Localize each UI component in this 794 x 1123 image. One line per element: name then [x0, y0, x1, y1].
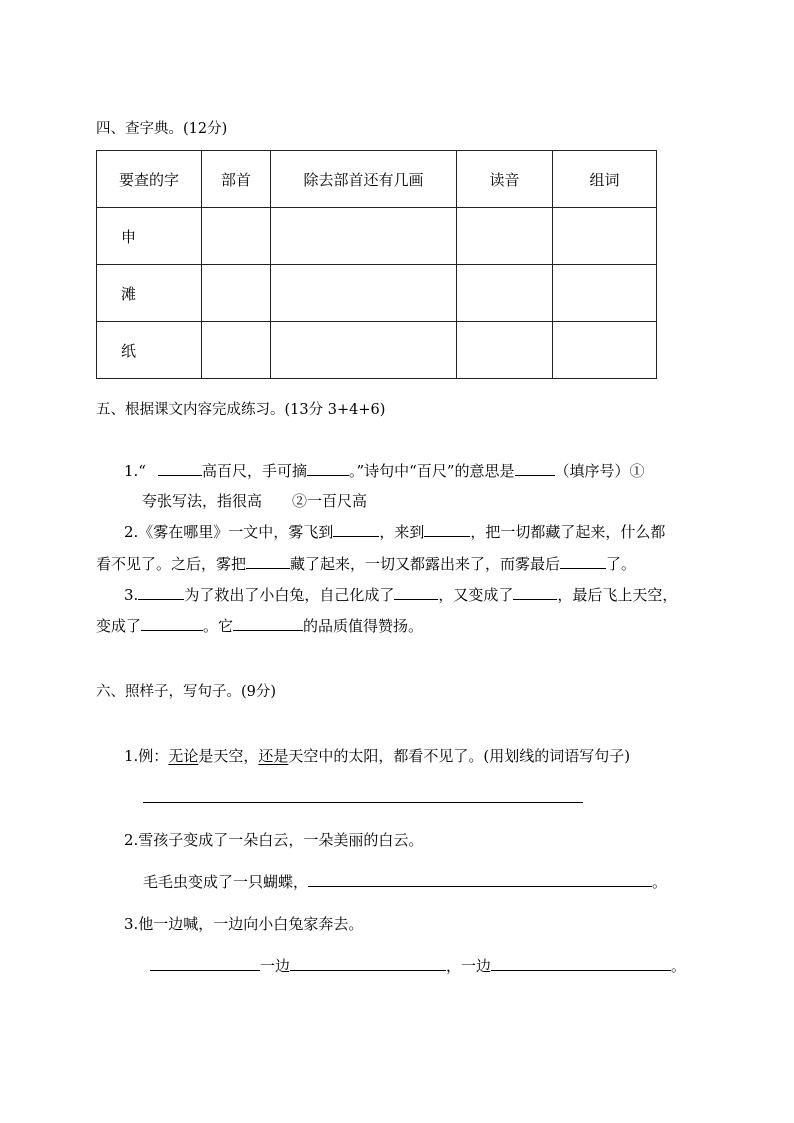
- s5-q1-line2: 夸张写法，指很高 ②一百尺高: [142, 492, 368, 510]
- answer-blank[interactable]: [513, 585, 557, 600]
- table-cell-char: 滩: [97, 265, 202, 322]
- table-header-row: [97, 151, 657, 208]
- section4-title: 四、查字典。(12分): [96, 121, 228, 137]
- table-row: [97, 208, 657, 265]
- answer-blank[interactable]: [308, 872, 652, 887]
- answer-blank[interactable]: [307, 461, 349, 476]
- answer-blank[interactable]: [333, 522, 379, 537]
- s6-q2-prompt: 毛毛虫变成了一只蝴蝶， 。: [143, 873, 668, 891]
- underlined-word: 无论: [168, 747, 199, 765]
- table-row: [97, 265, 657, 322]
- table-cell-blank[interactable]: [553, 322, 657, 379]
- table-header: 要查的字: [97, 151, 202, 208]
- answer-blank[interactable]: [424, 522, 470, 537]
- table-cell-blank[interactable]: [457, 322, 553, 379]
- s5-q2-line1: 2.《雾在哪里》一文中，雾飞到 ，来到 ，把一切都藏了起来，什么都: [124, 523, 666, 541]
- answer-line[interactable]: [143, 802, 583, 803]
- s6-q3-prompt: 一边 ，一边 。: [150, 955, 686, 976]
- table-cell-char: 纸: [97, 322, 202, 379]
- s5-q1-line1: 1.“ 高百尺，手可摘 。”诗句中“百尺”的意思是 （填序号）①: [124, 462, 645, 480]
- s6-q1-example: 1.例：无论是天空，还是天空中的太阳，都看不见了。(用划线的词语写句子): [124, 747, 631, 765]
- s5-q2-line2: 看不见了。之后，雾把 藏了起来，一切又都露出来了，而雾最后 了。: [96, 555, 637, 573]
- answer-blank[interactable]: [290, 956, 446, 971]
- section6-title: 六、照样子，写句子。(9分): [96, 684, 277, 700]
- answer-blank[interactable]: [233, 616, 303, 631]
- table-header: 部首: [202, 151, 271, 208]
- table-cell-blank[interactable]: [271, 322, 457, 379]
- s6-q3-example: 3.他一边喊，一边向小白兔家奔去。: [124, 915, 364, 933]
- table-header: 组词: [553, 151, 657, 208]
- table-header: 读音: [457, 151, 553, 208]
- answer-blank[interactable]: [394, 585, 438, 600]
- section5-title: 五、根据课文内容完成练习。(13分 3+4+6): [96, 402, 386, 418]
- table-cell-blank[interactable]: [271, 265, 457, 322]
- answer-blank[interactable]: [246, 554, 290, 569]
- table-cell-blank[interactable]: [202, 265, 271, 322]
- answer-blank[interactable]: [560, 554, 606, 569]
- table-header: 除去部首还有几画: [271, 151, 457, 208]
- table-cell-blank[interactable]: [553, 208, 657, 265]
- table-cell-blank[interactable]: [202, 322, 271, 379]
- answer-blank[interactable]: [150, 956, 260, 971]
- s6-q2-example: 2.雪孩子变成了一朵白云，一朵美丽的白云。: [124, 831, 424, 849]
- dictionary-table: [96, 150, 657, 379]
- table-cell-blank[interactable]: [202, 208, 271, 265]
- s5-q3-line2: 变成了 。它 的品质值得赞扬。: [96, 617, 424, 635]
- table-row: [97, 322, 657, 379]
- answer-blank[interactable]: [515, 461, 555, 476]
- table-cell-blank[interactable]: [553, 265, 657, 322]
- answer-blank[interactable]: [491, 956, 671, 971]
- s5-q3-line1: 3. 为了救出了小白兔，自己化成了 ，又变成了 ，最后飞上天空，: [124, 586, 678, 604]
- answer-blank[interactable]: [138, 585, 184, 600]
- table-cell-blank[interactable]: [457, 265, 553, 322]
- answer-blank[interactable]: [158, 461, 202, 476]
- table-cell-blank[interactable]: [457, 208, 553, 265]
- table-cell-char: 申: [97, 208, 202, 265]
- underlined-word: 还是: [258, 747, 289, 765]
- answer-blank[interactable]: [141, 616, 203, 631]
- table-cell-blank[interactable]: [271, 208, 457, 265]
